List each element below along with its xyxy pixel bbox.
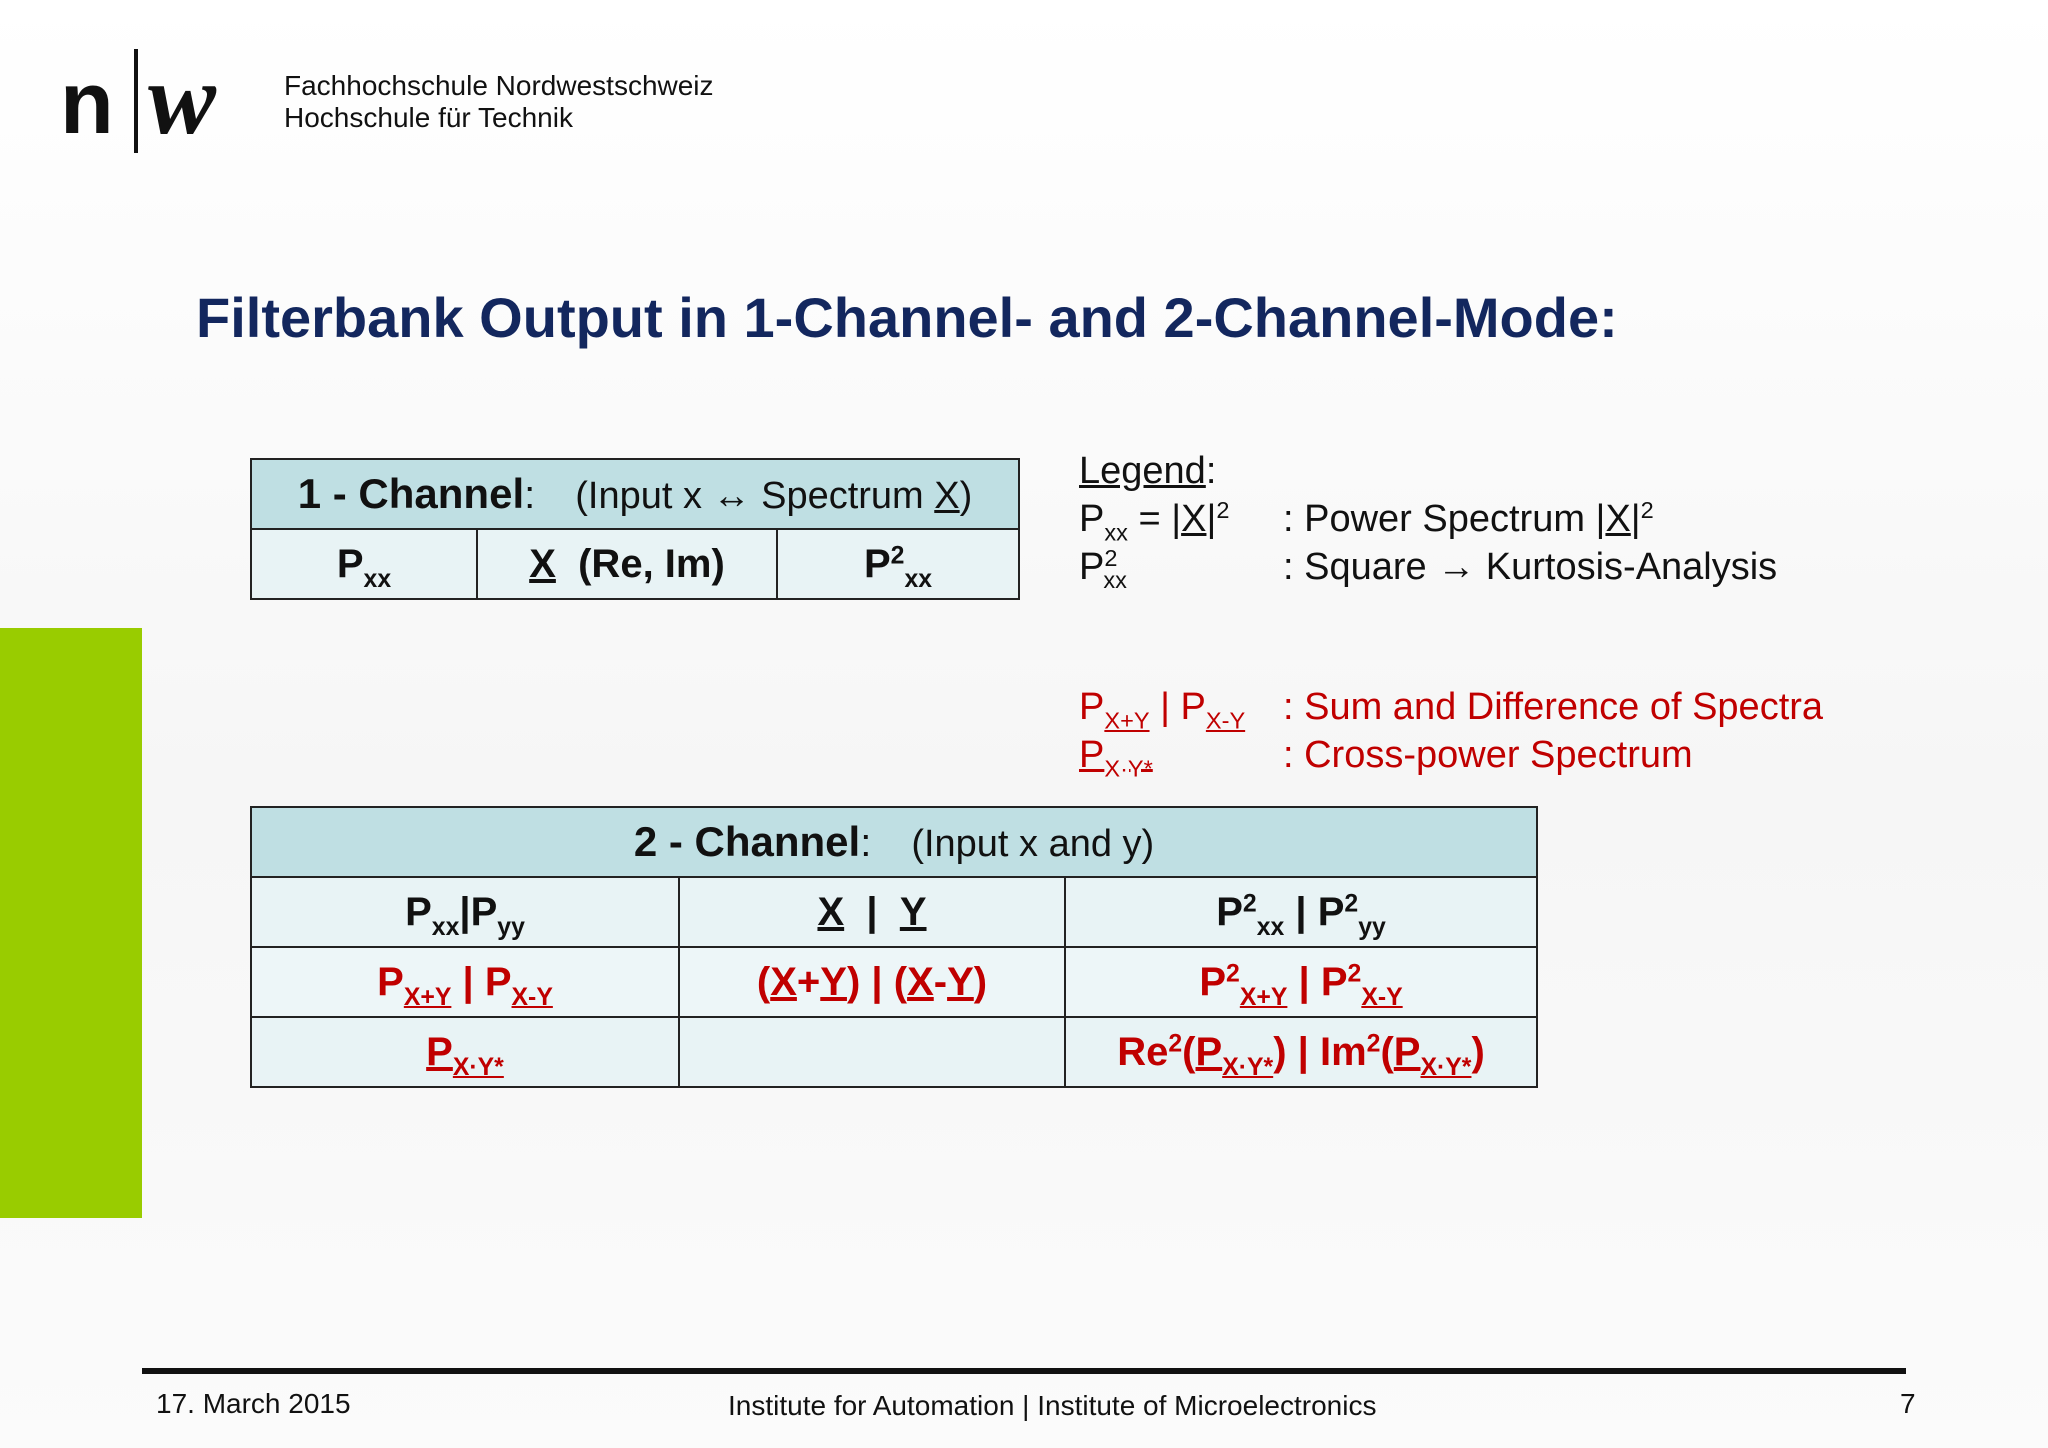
sym-sub: xx — [431, 913, 460, 941]
sym-sup: 2 — [1366, 1029, 1381, 1057]
sym-var: X — [770, 959, 797, 1004]
two-channel-note: (Input x and y) — [911, 823, 1155, 865]
institution-name: Fachhochschule Nordwestschweiz — [284, 70, 714, 101]
one-channel-table — [250, 458, 1020, 600]
d-sup: 2 — [1640, 497, 1654, 524]
k-sub: X·Y* — [1104, 755, 1153, 782]
two-channel-row-sum-diff — [251, 947, 1537, 1017]
sym-paren: ( — [756, 959, 771, 1004]
k-sub: X-Y — [1205, 707, 1246, 734]
sym-paren: ) — [846, 959, 861, 1004]
sym-sup: 2 — [1242, 889, 1257, 917]
sym-op: - — [933, 959, 948, 1004]
sym-var: Y — [820, 959, 847, 1004]
legend-title — [1079, 452, 1216, 490]
note-var: X — [934, 475, 960, 517]
sym-base: P — [405, 889, 432, 934]
sym-base: P — [1199, 959, 1227, 1004]
sym-base: P — [377, 959, 404, 1004]
k-sub: X+Y — [1104, 707, 1150, 734]
cell-p2xx — [777, 529, 1019, 599]
sym-var: X — [529, 541, 556, 586]
sym-im: Im — [1319, 1029, 1367, 1074]
note-prefix: (Input x ↔ Spectrum — [575, 475, 935, 517]
sym-rest: (Re, Im) — [578, 541, 725, 586]
two-channel-table — [250, 806, 1538, 1088]
sym-base: P — [336, 541, 364, 586]
sym-var: Y — [899, 889, 927, 934]
sym-op: + — [796, 959, 821, 1004]
sym-sep: | — [462, 959, 474, 1004]
sym-sub: xx — [1256, 913, 1285, 941]
sym-base: P — [470, 889, 498, 934]
legend-key — [1079, 545, 1127, 594]
sym-base: P — [1393, 1029, 1421, 1074]
sym-sep: | — [459, 889, 471, 934]
sym-paren: ) — [1273, 1029, 1287, 1074]
one-channel-header-row — [251, 459, 1019, 529]
one-channel-output-row — [251, 529, 1019, 599]
sym-sub: xx — [904, 565, 933, 593]
one-channel-label: 1 - Channel — [297, 470, 525, 517]
k-sub: xx — [1104, 519, 1128, 546]
d-var: X — [1605, 498, 1631, 540]
k-eq: = | — [1127, 498, 1182, 540]
two-channel-header-row — [251, 807, 1537, 877]
cell-p2xy-sum-diff — [1065, 947, 1537, 1017]
footer-date: 17. March 2015 — [156, 1388, 351, 1419]
sym-var: Y — [947, 959, 974, 1004]
one-channel-header — [251, 459, 1019, 529]
legend-desc: : Square → Kurtosis-Analysis — [1283, 546, 1778, 588]
slide-title: Filterbank Output in 1-Channel- and 2-Channel-Mode: — [196, 286, 1618, 349]
sym-sep: | — [1298, 959, 1310, 1004]
k-sub: xx — [1103, 567, 1127, 594]
page-number: 7 — [1900, 1388, 1916, 1419]
k-base: P — [1079, 686, 1105, 728]
sym-paren: ) — [1471, 1029, 1485, 1074]
sym-base: P — [426, 1029, 453, 1074]
one-channel-colon: : — [524, 473, 536, 517]
cell-x-re-im — [477, 529, 777, 599]
sym-base: P — [1195, 1029, 1223, 1074]
sym-sup: 2 — [1344, 889, 1359, 917]
k-sup: 2 — [1104, 545, 1118, 572]
cell-pxx-pyy — [251, 877, 679, 947]
sym-paren: ( — [893, 959, 908, 1004]
institution-school: Hochschule für Technik — [284, 102, 573, 133]
sym-paren: ( — [1182, 1029, 1196, 1074]
sym-base: P — [484, 959, 512, 1004]
cell-re-im-cross — [1065, 1017, 1537, 1087]
two-channel-colon: : — [860, 821, 872, 865]
legend-desc — [1283, 497, 1654, 540]
d-end: | — [1630, 498, 1641, 540]
sym-sup: 2 — [890, 541, 905, 569]
sym-paren: ( — [1380, 1029, 1394, 1074]
logo-letter-n: n — [60, 53, 114, 152]
sym-sep: | — [871, 959, 883, 1004]
sym-re: Re — [1117, 1029, 1169, 1074]
legend-title-text: Legend — [1079, 450, 1206, 492]
sym-sub: X·Y* — [1420, 1053, 1472, 1081]
sym-base: P — [863, 541, 891, 586]
sym-sup: 2 — [1347, 959, 1362, 987]
sym-var: X — [907, 959, 934, 1004]
d-prefix: : Power Spectrum | — [1283, 498, 1606, 540]
legend-title-colon: : — [1205, 450, 1217, 492]
cell-xy-sum-diff — [679, 947, 1065, 1017]
two-channel-label: 2 - Channel — [633, 818, 861, 865]
sym-sub: X·Y* — [1222, 1053, 1274, 1081]
sym-var: X — [817, 889, 845, 934]
footer-rule — [142, 1368, 1906, 1374]
cell-pxy-sum-diff — [251, 947, 679, 1017]
two-channel-header — [251, 807, 1537, 877]
sym-sep: | — [1295, 889, 1307, 934]
sym-base: P — [1317, 889, 1345, 934]
k-sup: 2 — [1216, 497, 1230, 524]
sym-base: P — [1320, 959, 1348, 1004]
logo-letter-w: w — [148, 43, 217, 156]
cell-x-y — [679, 877, 1065, 947]
fhnw-logo — [60, 45, 260, 157]
k-end: | — [1206, 498, 1217, 540]
sym-sub: X-Y — [1361, 983, 1403, 1011]
sym-sub: X+Y — [1239, 983, 1288, 1011]
sym-sup: 2 — [1168, 1029, 1183, 1057]
cell-empty — [679, 1017, 1065, 1087]
cell-p2xx-p2yy — [1065, 877, 1537, 947]
legend-desc: : Sum and Difference of Spectra — [1283, 686, 1824, 728]
sym-sub: yy — [1358, 913, 1386, 941]
legend-key — [1079, 497, 1230, 546]
note-suffix: ) — [959, 475, 973, 517]
cell-pxx — [251, 529, 477, 599]
sym-base: P — [1216, 889, 1243, 934]
logo-divider — [134, 49, 138, 153]
two-channel-row-auto — [251, 877, 1537, 947]
k-base: P — [1180, 686, 1206, 728]
legend-key — [1079, 734, 1153, 782]
sym-sub: yy — [497, 913, 525, 941]
sym-sub: xx — [363, 565, 392, 593]
legend-desc: : Cross-power Spectrum — [1283, 734, 1693, 776]
sym-sub: X·Y* — [452, 1053, 504, 1081]
k-base: P — [1079, 734, 1105, 776]
green-accent-bar — [0, 628, 142, 1218]
k-base: P — [1079, 546, 1105, 588]
one-channel-note — [575, 475, 972, 517]
two-channel-row-cross — [251, 1017, 1537, 1087]
k-sep: | — [1149, 686, 1181, 728]
k-var: X — [1181, 498, 1207, 540]
sym-sep: | — [1297, 1029, 1309, 1074]
cell-pxy-cross — [251, 1017, 679, 1087]
sym-paren: ) — [973, 959, 988, 1004]
sym-sub: X-Y — [511, 983, 553, 1011]
footer-institutes: Institute for Automation | Institute of Microelectronics — [728, 1390, 1377, 1421]
k-base: P — [1079, 498, 1105, 540]
sym-sub: X+Y — [403, 983, 452, 1011]
sym-sup: 2 — [1226, 959, 1240, 987]
sym-sep: | — [866, 889, 878, 934]
legend-key — [1079, 686, 1246, 734]
